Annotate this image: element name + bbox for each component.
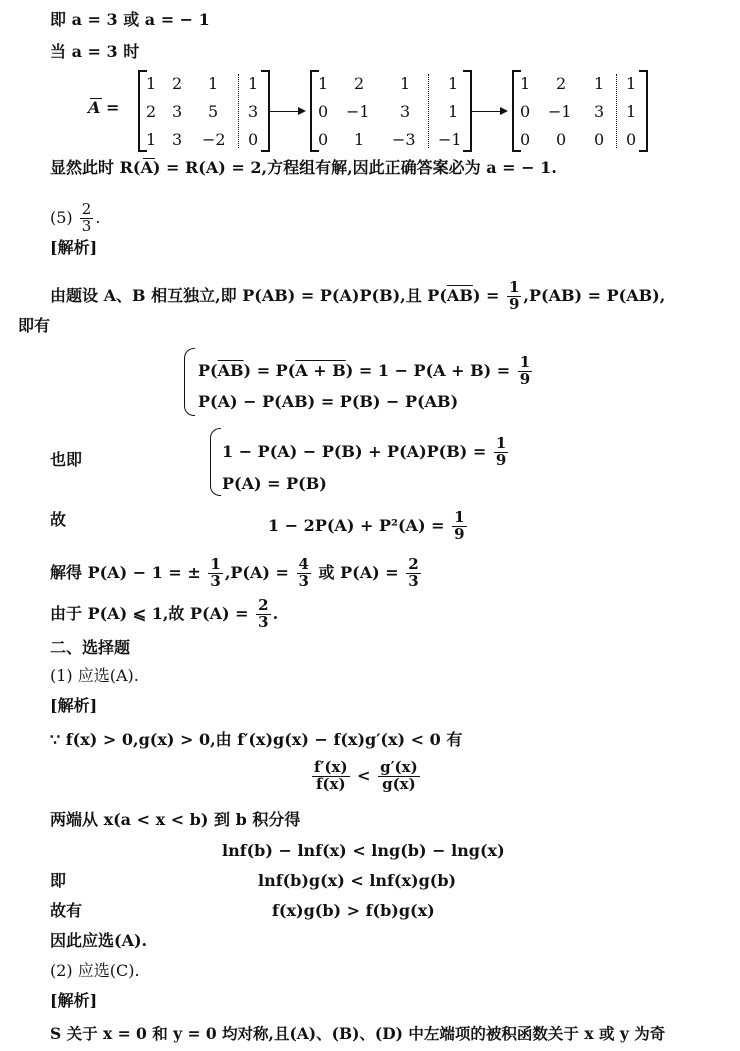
eq-text: 由于 P(A) ⩽ 1,故 P(A) = [50,603,255,623]
line-rank: 显然此时 R(A) = R(A) = 2,方程组有解,因此正确答案必为 a = − 1. [50,158,557,177]
matrix-cell: 0 [626,130,637,149]
quadratic-eq [268,510,469,543]
fraction-numerator: f′(x) [314,758,348,776]
eq-fraction [518,355,532,388]
inequality-2: lnf(b)g(x) < lnf(x)g(b) [258,871,457,890]
ye-ji: 也即 [50,450,83,469]
eq-complement: $\overline{AB}$ [217,360,244,380]
matrix-cell: 0 [520,102,531,121]
system-brace [184,348,195,416]
line-when-a-3: 当 a = 3 时 [50,42,140,61]
matrix-cell: −1 [346,102,370,121]
gu-you-label: 故有 [50,901,83,920]
given-text: ) = [472,285,505,305]
eq-fraction [406,557,420,590]
eq-text: 解得 P(A) − 1 = ± [50,562,207,582]
fraction-numerator: 1 [210,555,221,573]
item-5-label: (5) [50,207,73,227]
fraction-numerator: 4 [298,555,309,573]
eq-fraction [297,557,311,590]
ratio-inequality [310,760,422,793]
item-5-fraction [80,202,94,235]
analysis-heading-3: [解析] [50,991,98,1010]
conclusion-line [50,598,278,631]
matrix-cell: 1 [248,74,259,93]
q1-answer: (1) 应选(A). [50,666,139,685]
eq-text: ) = P( [243,360,296,380]
fraction-denominator: 9 [519,369,531,388]
given-fraction [507,280,521,313]
augment-divider [428,74,429,148]
matrix-cell: 1 [318,74,329,93]
item-5: (5) $\frac{2}{3}$ . [50,200,101,235]
matrix-cell: 2 [556,74,567,93]
fraction-denominator: 3 [210,571,221,590]
given-complement: $\overline{AB}$ [446,285,473,305]
eq-fraction [256,598,270,631]
row-reduce-arrow [472,111,506,112]
analysis-heading: [解析] [50,238,98,257]
matrix-cell: 1 [594,74,605,93]
eq-fraction [208,557,222,590]
eq-complement: A + B [295,360,346,380]
matrix-cell: 3 [248,102,259,121]
matrix-cell: 1 [146,130,157,149]
ji-you: 即有 [18,316,51,335]
given-text: 由题设 A、B 相互独立,即 P(AB) = P(A)P(B),且 P( [50,285,447,305]
eq-fraction [452,510,466,543]
eq-text: 1 − P(A) − P(B) + P(A)P(B) = [222,441,492,461]
section-multiple-choice: 二、选择题 [50,638,131,657]
fraction-numerator: 2 [258,596,269,614]
fraction-denominator: f(x) [315,774,346,793]
matrix-cell: 2 [146,102,157,121]
matrix-cell: 1 [354,130,365,149]
matrix-cell: 3 [594,102,605,121]
reduced-matrix-step2 [512,70,648,152]
matrix-cell: −1 [438,130,462,149]
eq-fraction [312,760,350,793]
less-than: < [357,765,371,785]
rank-overline [143,158,155,159]
eq-text: . [272,603,279,623]
system-eq-2: P(A) − P(AB) = P(B) − P(AB) [198,392,459,411]
analysis-heading-2: [解析] [50,696,98,715]
given-statement [50,280,665,313]
matrix-cell: 2 [354,74,365,93]
symmetry-line: S 关于 x = 0 和 y = 0 均对称,且(A)、(B)、(D) 中左端项的被积函数关于 x 或 y 为奇 [50,1024,666,1043]
eq-text: P( [198,360,218,380]
matrix-cell: 0 [318,102,329,121]
fraction-numerator: 1 [519,353,531,371]
reduced-matrix-step1 [310,70,472,152]
matrix-cell: 1 [146,74,157,93]
inequality-1: lnf(b) − lnf(x) < lng(b) − lng(x) [222,841,505,860]
fraction-numerator: 2 [408,555,419,573]
matrix-cell: 0 [556,130,567,149]
system-brace [210,428,221,496]
fraction-denominator: 3 [408,571,419,590]
matrix-cell: 3 [172,102,183,121]
inequality-3: f(x)g(b) > f(b)g(x) [272,901,435,920]
fraction-denominator: g(x) [382,774,416,793]
fraction-numerator: 1 [508,278,520,296]
augment-divider [238,74,239,148]
integrate-line: 两端从 x(a < x < b) 到 b 积分得 [50,810,301,829]
matrix-cell: 1 [400,74,411,93]
matrix-cell: −3 [392,130,416,149]
system-eq-1 [198,355,534,388]
ji-label: 即 [50,871,67,890]
matrix-cell: 2 [172,74,183,93]
matrix-label: A = [88,98,120,117]
matrix-cell: 0 [594,130,605,149]
matrix-cell: 3 [172,130,183,149]
fraction-numerator: 1 [495,434,507,452]
matrix-cell: 1 [448,74,459,93]
matrix-cell: 0 [318,130,329,149]
because-line: ∵ f(x) > 0,g(x) > 0,由 f′(x)g(x) − f(x)g′(x) < 0 有 [50,730,463,749]
therefore-choose-a: 因此应选(A). [50,931,148,950]
matrix-cell: 1 [520,74,531,93]
matrix-cell: 0 [248,130,259,149]
matrix-cell: −1 [548,102,572,121]
fraction-denominator: 9 [495,450,507,469]
fraction-denominator: 9 [454,524,465,543]
fraction-numerator: 2 [81,200,92,218]
q2-answer: (2) 应选(C). [50,961,140,980]
eq-fraction [494,436,508,469]
augment-divider [616,74,617,148]
eq-fraction [378,760,420,793]
matrix-cell: −2 [202,130,226,149]
eq-text: ,P(A) = [224,562,295,582]
row-reduce-arrow [270,111,304,112]
system-eq-3 [222,436,510,469]
matrix-cell: 0 [520,130,531,149]
solution-line [50,557,423,590]
matrix-cell: 1 [208,74,219,93]
augmented-matrix [138,70,270,152]
matrix-cell: 1 [626,74,637,93]
fraction-denominator: 3 [258,612,269,631]
fraction-denominator: 3 [81,216,92,235]
matrix-cell: 3 [400,102,411,121]
system-eq-4: P(A) = P(B) [222,474,327,493]
fraction-denominator: 3 [298,571,309,590]
eq-text: ) = 1 − P(A + B) = [345,360,516,380]
line-a-values: 即 a = 3 或 a = − 1 [50,10,210,29]
gu: 故 [50,510,67,529]
matrix-cell: 1 [626,102,637,121]
eq-text: 或 P(A) = [312,562,405,582]
fraction-numerator: g′(x) [380,758,418,776]
eq-text: 1 − 2P(A) + P²(A) = [268,515,451,535]
matrix-label-overline [90,98,102,99]
fraction-numerator: 1 [454,508,465,526]
fraction-denominator: 9 [508,294,520,313]
matrix-cell: 5 [208,102,219,121]
given-text: ,P(AB) = P(AB), [523,285,666,305]
matrix-cell: 1 [448,102,459,121]
